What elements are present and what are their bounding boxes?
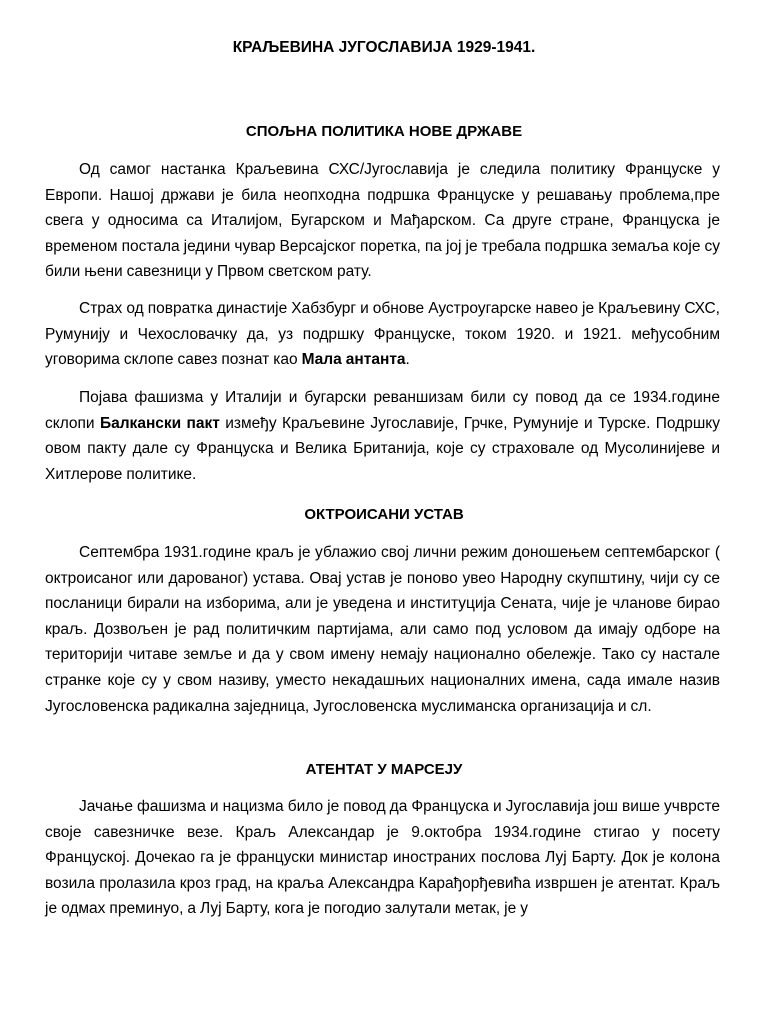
section-heading-constitution: ОКТРОИСАНИ УСТАВ (304, 506, 464, 523)
paragraph-text: . (405, 351, 410, 369)
paragraph-foreign-policy-1: Од самог настанка Краљевина СХС/Југославија је следила политику Француске у Европи. Нашој држави је била неопходна подршка Француске у решавању проблема,пре свега у односима са Италијом, Бугарском и Мађарском. Са друге стране, Француска је временом постала једини чувар Версајског поретка, па јој је требала подршка земаља које су били њени савезници у Првом светском рату. (45, 161, 720, 281)
paragraph-constitution-1: Септембра 1931.године краљ је ублажио свој лични режим доношењем септембарског ( октроисаног или дарованог) устава. Овај устав је поново увео Народну скупштину, чији су се посланици бирали на изборима, али је уведена и институција Сената, чије је чланове бирао краљ. Дозвољен је рад политичким партијама, али само под условом да имају одборе на територији читаве земље и да у свом имену немају национално обележје. Тако су настале странке које су у свом називу, уместо некадашњих националних имена, сада имале назив Југословенска радикална заједница, Југословенска муслиманска организација и сл. (45, 544, 720, 715)
paragraph-foreign-policy-2 (45, 296, 720, 373)
section-heading-foreign-policy: СПОЉНА ПОЛИТИКА НОВЕ ДРЖАВЕ (245, 123, 523, 140)
section-heading-marseille: АТЕНТАТ У МАРСЕЈУ (305, 761, 463, 778)
paragraph-text: Појава фашизма у Италији и бугарски реваншизам били су повод да се 1934.године склопи (45, 389, 720, 432)
paragraph-text: између Краљевине Југославије, Грчке, Румуније и Турске. Подршку овом пакту дале су Француска и Велика Британија, које су страховале од Мусолинијеве и Хитлерове политике. (45, 414, 721, 483)
bold-term-balkan-pact: Балкански пакт (99, 414, 220, 432)
document-title: КРАЉЕВИНА ЈУГОСЛАВИЈА 1929-1941. (232, 39, 536, 56)
paragraph-marseille-1: Јачање фашизма и нацизма било је повод да Француска и Југославија још више учврсте своје савезничке везе. Краљ Александар је 9.октобра 1934.године стигао у посету Француској. Дочекао га је француски министар иностраних послова Луј Барту. Док је колона возила пролазила кроз град, на краља Александра Карађорђевића извршен је атентат. Краљ је одмах преминуо, а Луј Барту, кога је погодио залутали метак, је у (45, 798, 720, 918)
paragraph-text: Страх од повратка династије Хабзбург и обнове Аустроугарске навео је Краљевину СХС, Румунију и Чехословачку да, уз подршку Француске, током 1920. и 1921. међусобним уговорима склопе савез познат као (45, 300, 720, 369)
bold-term-little-entente: Мала антанта (301, 351, 406, 369)
paragraph-foreign-policy-3 (45, 385, 720, 487)
